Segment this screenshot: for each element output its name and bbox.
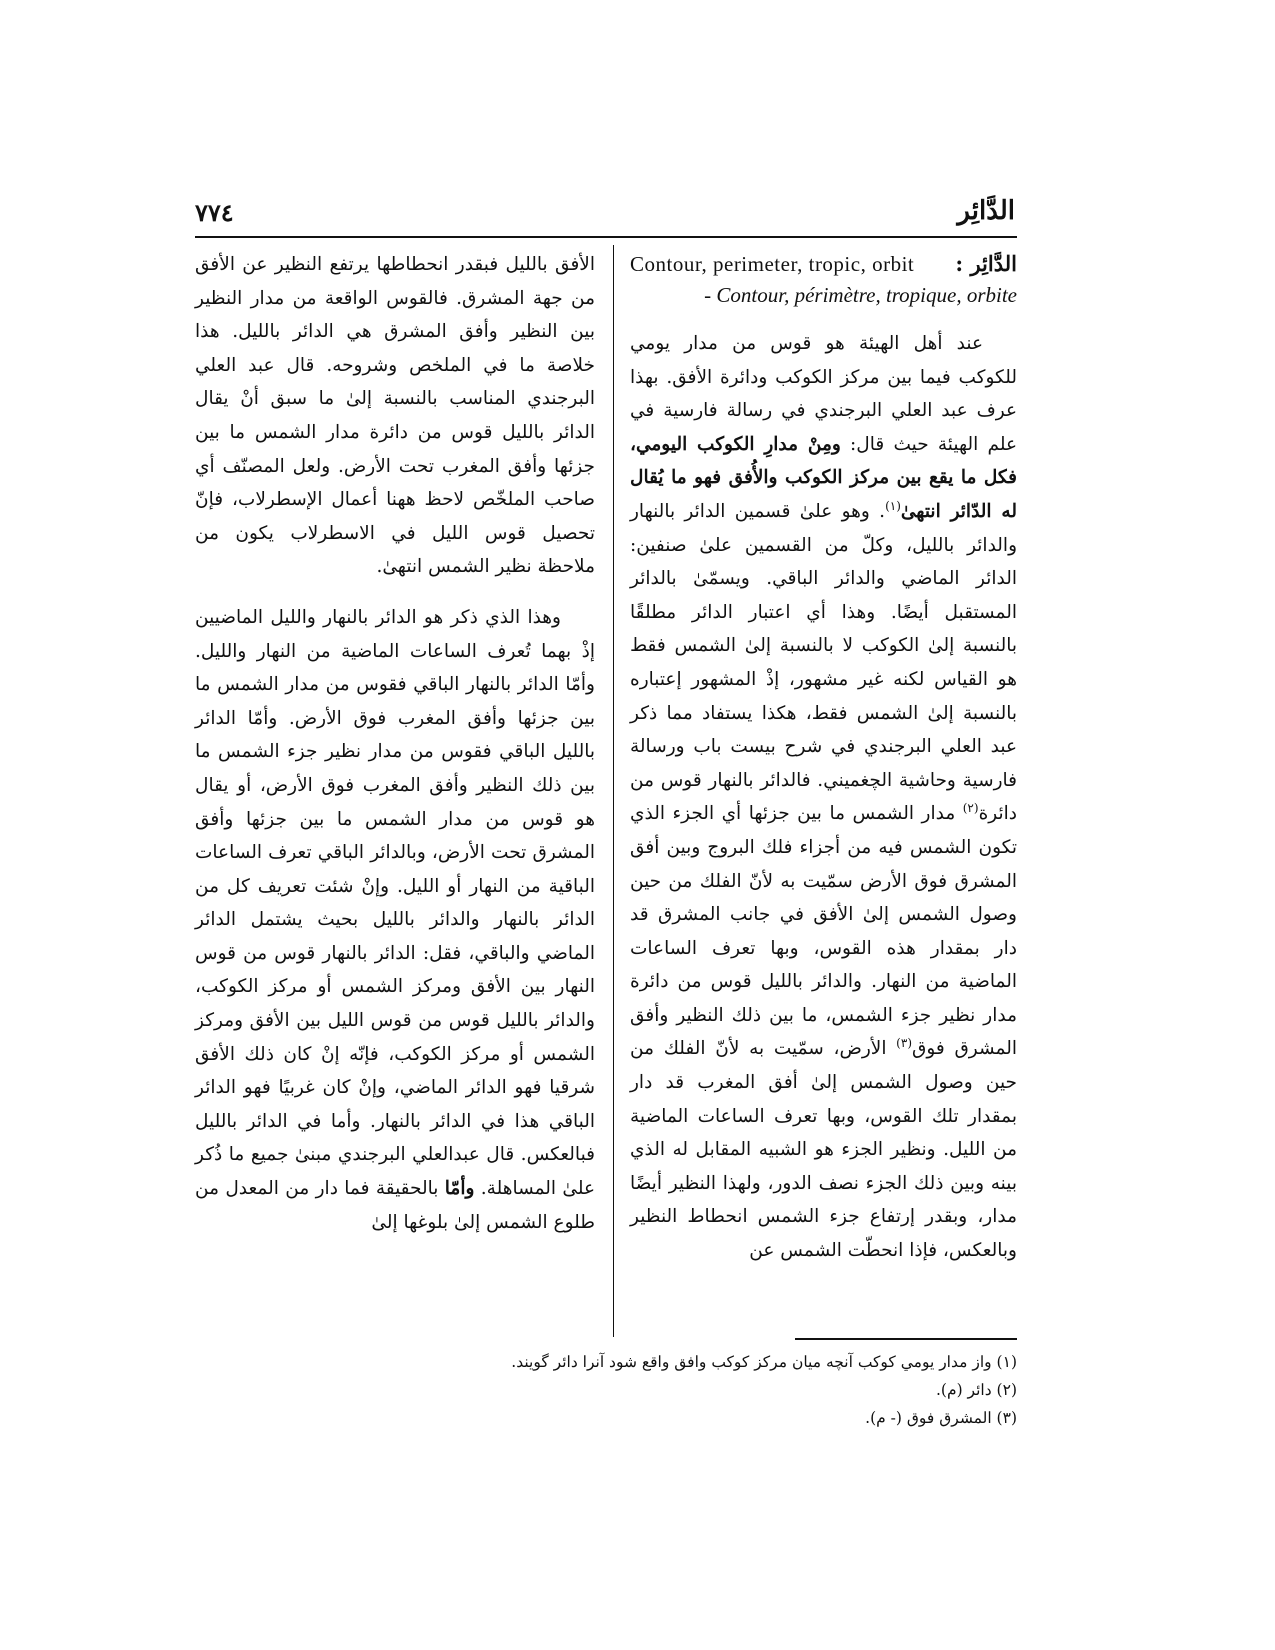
text-run: عند أهل الهيئة هو قوس من مدار يومي للكوكب فيما بين مركز الكوكب ودائرة الأفق. بهذا عرف عبد العلي البرجندي في رسالة فارسية في علم الهيئة حيث قال: [630, 333, 1017, 455]
text-run: مدار الشمس ما بين جزئها أي الجزء الذي تكون الشمس فيه من أجزاء فلك البروج وبين أفق المشرق فوق الأرض سمّيت به لأنّ الفلك من حين وصول الشمس إلىٰ الأفق في جانب المشرق قد دار بمقدار هذه القوس، وبها تعرف الساعات الماضية من النهار. والدائر بالليل قوس من دائرة مدار نظير جزء الشمس، ما بين ذلك النظير وأفق المشرق فوق [630, 803, 1017, 1060]
header-rule [195, 236, 1017, 238]
text-run: الأرض، سمّيت به لأنّ الفلك من حين وصول الشمس إلىٰ أفق المغرب قد دار بمقدار تلك القوس، وبها تعرف الساعات الماضية من الليل. ونظير الجزء هو الشبيه المقابل له الذي بينه وبين ذلك الجزء نصف الدور، ولهذا النظير أيضًا مدار، وبقدر إرتفاع جزء الشمس انحطاط النظير وبالعكس، فإذا انحطّت الشمس عن [630, 1038, 1017, 1262]
body-paragraph [630, 327, 1017, 1268]
entry-header [630, 248, 1017, 311]
footnote-ref-3: (٣) [896, 1036, 912, 1051]
running-head [195, 196, 1015, 236]
footnote-3: (٣) المشرق فوق (- م). [865, 1409, 1017, 1427]
right-column [630, 248, 1017, 1268]
footnote-2: (٢) دائر (م). [936, 1381, 1017, 1399]
left-column [195, 248, 595, 1239]
text-run: بالحقيقة فما دار من المعدل من طلوع الشمس إلىٰ بلوغها إلىٰ [195, 1178, 595, 1233]
footnote-ref-2: (٢) [962, 801, 979, 816]
column-divider [613, 245, 614, 1337]
entry-english-gloss: Contour, perimeter, tropic, orbit [630, 252, 915, 276]
text-run: . وهو علىٰ قسمين الدائر بالنهار والدائر بالليل، وكلّ من القسمين علىٰ صنفين: الدائر الماضي والدائر الباقي. ويسمّىٰ بالدائر المستقبل أيضًا. وهذا أي اعتبار الدائر مطلقًا بالنسبة إلىٰ الكوكب لا بالنسبة إلىٰ الشمس فقط هو القياس لكنه غير مشهور، إذْ المشهور إعتباره بالنسبة إلىٰ الشمس فقط، هكذا يستفاد مما ذكر عبد العلي البرجندي في شرح بيست باب ورسالة فارسية وحاشية الچغميني. فالدائر بالنهار قوس من دائرة [630, 500, 1017, 825]
footnotes [300, 1348, 1017, 1432]
body-paragraph: الأفق بالليل فبقدر انحطاطها يرتفع النظير عن الأفق من جهة المشرق. فالقوس الواقعة من مدار النظير بين النظير وأفق المشرق هي الدائر بالليل. هذا خلاصة ما في الملخص وشروحه. قال عبد العلي البرجندي المناسب بالنسبة إلىٰ ما سبق أنْ يقال الدائر بالليل قوس من دائرة مدار الشمس ما بين جزئها وأفق المغرب تحت الأرض. ولعل المصنّف أي صاحب الملخّص لاحظ ههنا أعمال الإسطرلاب، فإنّ تحصيل قوس الليل في الاسطرلاب يكون من ملاحظة نظير الشمس انتهىٰ. [195, 254, 595, 578]
page-number: ٧٧٤ [195, 198, 234, 227]
bold-quote: ومِنْ مدارِ الكوكب اليومي، فكل ما يقع بين مركز الكوكب والأُفق فهو ما يُقال له الدّائر انتهىٰ [630, 433, 1017, 522]
bold-word: وأمّا [444, 1178, 475, 1200]
body-paragraph [195, 601, 595, 1239]
footnote-rule [795, 1338, 1017, 1340]
footnote-1: (١) واز مدار يومي كوكب آنچه ميان مركز كوكب وافق واقع شود آنرا دائر گويند. [511, 1353, 1017, 1371]
footnote-ref-1: (١) [885, 498, 901, 513]
entry-term: الدَّائِر : [955, 251, 1017, 276]
running-head-term: الدَّائِر [957, 196, 1015, 226]
entry-french-gloss: - Contour, périmètre, tropique, orbite [704, 283, 1017, 307]
text-run: وهذا الذي ذكر هو الدائر بالنهار والليل الماضيين إذْ بهما تُعرف الساعات الماضية من النهار والليل. وأمّا الدائر بالنهار الباقي فقوس من مدار الشمس ما بين جزئها وأفق المغرب فوق الأرض. وأمّا الدائر بالليل الباقي فقوس من مدار نظير جزء الشمس ما بين ذلك النظير وأفق المغرب فوق الأرض، أو يقال هو قوس من مدار الشمس ما بين جزئها وأفق المشرق تحت الأرض، وبالدائر الباقي تعرف الساعات الباقية من النهار أو الليل. وإنْ شئت تعريف كل من الدائر بالنهار والدائر بالليل بحيث يشتمل الدائر الماضي والباقي، فقل: الدائر بالنهار قوس من قوس النهار بين الأفق ومركز الشمس أو مركز الكوكب، والدائر بالليل قوس من قوس الليل بين الأفق ومركز الشمس أو مركز الكوكب، فإنّه إنْ كان ذلك الأفق شرقيا فهو الدائر الماضي، وإنْ كان غربيًا فهو الدائر الباقي هذا في الدائر بالنهار. وأما في الدائر بالليل فبالعكس. قال عبدالعلي البرجندي مبنىٰ جميع ما ذُكر علىٰ المساهلة. [195, 606, 596, 1200]
